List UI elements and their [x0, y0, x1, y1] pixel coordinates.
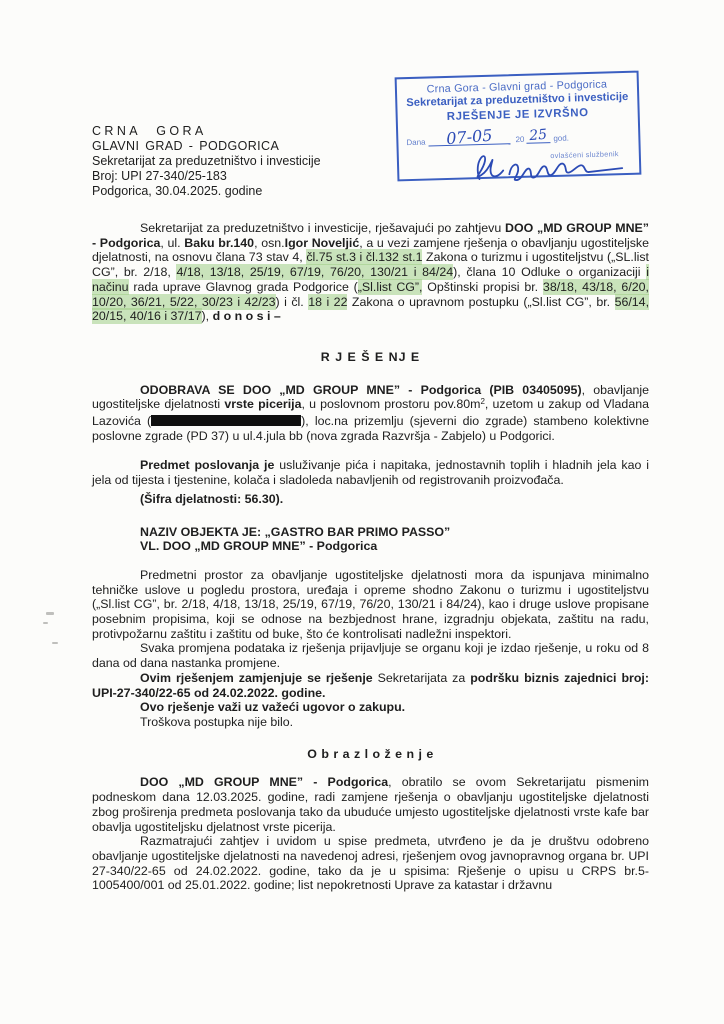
text-run: broj: UPI-27-340/22-65 od 24.02.2022. godine.	[92, 670, 649, 700]
text-run: Razmatrajući zahtjev i uvidom u spise predmeta, utvrđeno je da je društvu odobreno obavljanje ugostiteljske djelatnosti na navedenoj adresi, rješenjem ovog javnopravnog organa br. UPI 27-340/22-65 od 24.02.2022. godine, tako da je u spisima: Rješenje o upisu u CRPS br.5-1005400/001 od 25.01.2022. godine; list nepokretnosti Uprave za katastar i državnu	[92, 834, 649, 893]
text-run: i načinu	[92, 265, 649, 294]
text-run: ),	[201, 309, 213, 324]
paragraph-odobrava	[92, 383, 649, 444]
text-run: ), člana 10 Odluke o organizaciji	[453, 265, 647, 280]
text-run: podršku biznis zajednici	[470, 670, 617, 685]
text-run: Ovo rješenje važi uz važeći ugovor o zakupu.	[140, 700, 406, 715]
paragraph-minimalni-uslovi	[92, 568, 649, 642]
text-run: čl.75 st.3 i čl.132 st.1	[306, 250, 423, 265]
text-run: Predmetni prostor za obavljanje ugostiteljske djelatnosti mora da ispunjava minimalno tehničke uslove u pogledu prostora, uređaja i opreme shodno Zakonu o turizmu i ugostiteljstvu („Sl.list CG”, br. 2/18, 4/18, 13/18, 25/19, 67/19, 76/20, 130/21 i 84/24), kao i druge uslove propisane posebnim propisima, koji se odnose na bezbjednost hrane, izgradnju objekata, zaštitu na radu, protivpožarnu zaštitu i zaštitu od buke, što će kontrolisati nadležni inspektori.	[92, 567, 649, 641]
stamp-line2: Sekretarijat za preduzetništvo i investicije	[406, 90, 629, 110]
text-run: d o n o s i –	[212, 309, 281, 324]
letterhead-place-date: Podgorica, 30.04.2025. godine	[92, 184, 263, 198]
text-run: Igor Noveljić	[284, 235, 360, 250]
text-run: , uzetom u zakup od Vladana Lazovića (	[92, 397, 649, 429]
text-run: Opštinski propisi br.	[422, 279, 543, 294]
text-run: Ovim rješenjem zamjenjuje se rješenje	[140, 670, 373, 685]
line-vlasnik	[92, 539, 649, 554]
text-run: usluživanje pića i napitaka, jednostavnih toplih i hladnih jela kao i jela od tijesta i tjestenine, kolača i sladoleda nabavljenih od registrovanih proizvođača.	[92, 458, 649, 488]
stamp-handwritten-date: 07-05	[445, 125, 494, 149]
text-run: vrste picerija	[224, 397, 302, 412]
letterhead	[92, 124, 321, 199]
paragraph-predmet-poslovanja	[92, 458, 649, 487]
text-run: VL. DOO „MD GROUP MNE” - Podgorica	[140, 539, 378, 554]
text-run: Predmet poslovanja je	[140, 458, 275, 473]
text-run: ), loc.na prizemlju (sjeverni dio zgrade) stambeno kolektivne poslovne zgrade (PD 37) u ul.4.jula bb (nova zgrada Razvršja - Zabjelo) u Podgorici.	[92, 414, 649, 443]
text-run: rada uprave Glavnog grada Podgorice (	[128, 279, 358, 294]
text-run: 2	[480, 397, 485, 407]
text-run: , osn.	[254, 235, 285, 250]
stamp-year-prefix: 20	[515, 134, 525, 145]
text-run: Svaka promjena podataka iz rješenja prijavljuje se organu koji je izdao rješenje, u roku od 8 dana od dana nastanka promjene.	[92, 641, 649, 671]
paragraph-troskovi	[92, 715, 649, 730]
paragraph-zamjena-rjesenja	[92, 671, 649, 700]
redaction-bar	[151, 415, 301, 426]
stamp-line3: RJEŠENJE JE IZVRŠNO	[446, 107, 589, 123]
paragraph-ugovor-o-zakupu	[92, 700, 649, 715]
stamp-line1: Crna Gora - Glavni grad - Podgorica	[426, 78, 608, 96]
heading-rjesenje: R J E Š E NJ E	[320, 349, 421, 364]
document-body	[92, 221, 649, 893]
scan-speck	[46, 612, 54, 615]
text-run: (Šifra djelatnosti: 56.30).	[140, 491, 284, 506]
text-run: Troškova postupka nije bilo.	[140, 714, 294, 729]
scan-speck	[43, 622, 48, 624]
scan-speck	[52, 642, 58, 644]
text-run: ODOBRAVA SE DOO „MD GROUP MNE” - Podgorica (PIB 03405095)	[140, 382, 582, 397]
paragraph-razmatranje	[92, 834, 649, 893]
text-run: 56/14, 20/15, 40/16 i 37/17	[92, 294, 650, 324]
paragraph-preamble	[92, 221, 649, 324]
text-run: Zakona o upravnom postupku („Sl.list CG”, br.	[347, 294, 615, 309]
text-run: Sekretarijat za preduzetništvo i investicije, rješavajući po zahtjevu	[140, 221, 505, 235]
letterhead-country: CRNA GORA	[92, 124, 207, 138]
text-run: 4/18, 13/18, 25/19, 67/19, 76/20, 130/21 i 84/24	[176, 265, 454, 280]
line-naziv-objekta	[92, 525, 649, 540]
text-run: , obavljanje ugostiteljske djelatnosti	[92, 382, 650, 412]
letterhead-department: Sekretarijat za preduzetništvo i investicije	[92, 154, 321, 168]
text-run: DOO „MD GROUP MNE” - Podgorica	[140, 775, 389, 790]
letterhead-case-number: Broj: UPI 27-340/25-183	[92, 169, 227, 183]
paragraph-promjena-podataka	[92, 641, 649, 670]
stamp-handwritten-year: 25	[528, 126, 548, 145]
text-run: , a u vezi zamjene rješenja o obavljanju ugostiteljske djelatnosti, na osnovu člana 73 stav 4,	[92, 235, 649, 265]
text-run: NAZIV OBJEKTA JE: „GASTRO BAR PRIMO PASSO”	[140, 524, 451, 539]
text-run: 38/18, 43/18, 6/20, 10/20, 36/21, 5/22, 30/23 i 42/23	[92, 279, 649, 309]
heading-obrazlozenje: O b r a z l o ž e n j e	[307, 746, 434, 761]
stamp-officer-label: ovlašćeni službenik	[550, 149, 619, 161]
text-run: Baku br.140	[184, 235, 255, 250]
text-run: Zakona o turizmu i ugostiteljstvu („SL.list CG”, br. 2/18,	[92, 250, 649, 280]
text-run: Sekretarijata za	[372, 670, 471, 685]
text-run: , u poslovnom prostoru pov.80m	[301, 397, 481, 412]
stamp-year-suffix: god.	[553, 133, 570, 144]
paragraph-podnesak	[92, 775, 649, 834]
text-run: DOO „MD GROUP MNE” - Podgorica	[92, 221, 649, 250]
text-run: 18 i 22	[308, 294, 348, 309]
stamp-date-label: Dana	[406, 137, 426, 148]
executory-stamp	[395, 71, 642, 182]
text-run: ) i čl.	[275, 294, 309, 309]
text-run: „Sl.list CG”,	[357, 279, 423, 294]
letterhead-city: GLAVNI GRAD - PODGORICA	[92, 139, 280, 153]
text-run: , obratilo se ovom Sekretarijatu pismenim podneskom dana 12.03.2025. godine, radi zamjene rješenja o obavljanju ugostiteljske djelatnosti zbog proširenja predmeta poslovanja tako da ubuduće umjesto ugostiteljske djelatnosti vrste kafe bar obavlja ugostiteljsku djelatnost vrste picerija.	[92, 775, 649, 834]
paragraph-sifra-djelatnosti	[92, 492, 649, 507]
text-run: , ul.	[160, 235, 185, 250]
signature-scribble	[460, 135, 639, 196]
